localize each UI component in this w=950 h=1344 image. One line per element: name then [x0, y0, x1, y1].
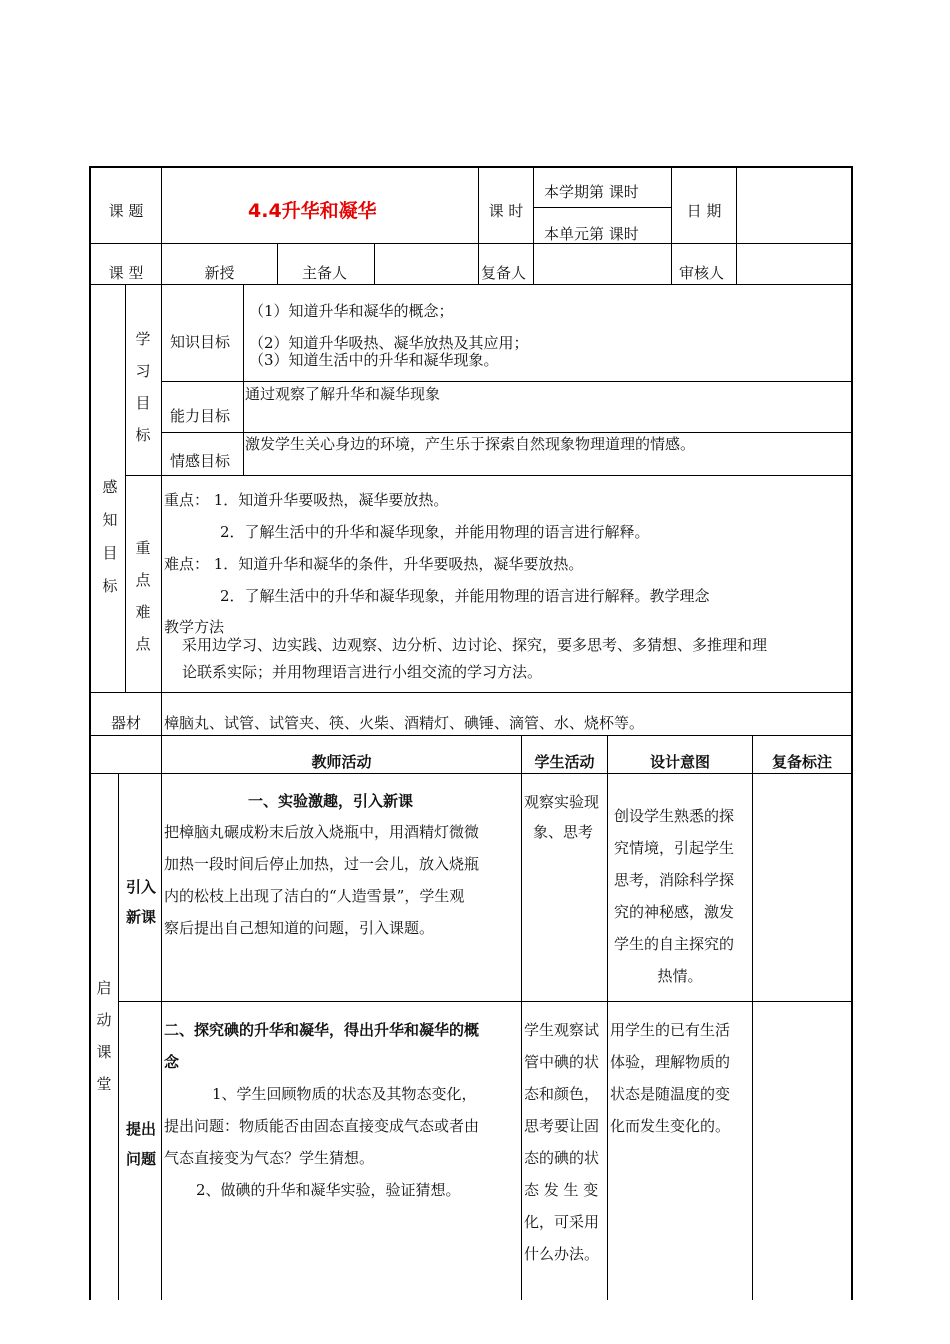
teacher-line: 内的松枝上出现了洁白的“人造雪景”，学生观	[164, 887, 465, 905]
design-line: 究的神秘感，激发	[614, 903, 735, 921]
table-border-right	[851, 166, 853, 1300]
reviewer-label: 审核人	[679, 264, 725, 282]
perception-goals-label: 感知目标	[102, 478, 118, 595]
stage-label: 引入新课	[125, 878, 156, 926]
emotion-goal-label: 情感目标	[170, 452, 231, 470]
design-line: 学生的自主探究的	[614, 935, 735, 953]
knowledge-goal-label: 知识目标	[170, 333, 231, 351]
row-line	[161, 381, 853, 382]
col-line	[607, 735, 608, 1300]
row-line	[533, 207, 672, 208]
teacher-heading: 二、探究碘的升华和凝华，得出升华和凝华的概	[164, 1021, 480, 1039]
student-line: 思考要让固	[524, 1117, 600, 1135]
teacher-line: 察后提出自己想知道的问题，引入课题。	[164, 919, 435, 937]
row-line	[89, 773, 853, 774]
teacher-activity-header: 教师活动	[311, 753, 372, 771]
knowledge-item: （3）知道生活中的升华和凝华现象。	[249, 351, 499, 369]
student-line: 管中碘的状	[524, 1053, 600, 1071]
col-line	[736, 166, 737, 285]
teacher-line: 加热一段时间后停止加热，过一会儿，放入烧瓶	[164, 855, 480, 873]
key-line: 教学方法	[164, 618, 225, 636]
design-line: 究情境，引起学生	[614, 839, 735, 857]
student-line: 态的碘的状	[524, 1149, 600, 1167]
student-line: 态 发 生 变	[524, 1181, 599, 1199]
student-line: 观察实验现	[524, 793, 600, 811]
equipment-text: 樟脑丸、试管、试管夹、筷、火柴、酒精灯、碘锤、滴管、水、烧杯等。	[164, 714, 645, 732]
row-line	[125, 475, 853, 476]
student-line: 什么办法。	[524, 1245, 600, 1263]
lesson-title: 4.4升华和凝华	[248, 200, 377, 222]
row-line	[89, 735, 853, 736]
key-line: 难点： 1．知道升华和凝华的条件，升华要吸热，凝华要放热。	[164, 555, 584, 573]
emotion-goal-text: 激发学生关心身边的环境，产生乐于探索自然现象物理道理的情感。	[245, 435, 696, 453]
table-border-top	[89, 166, 853, 168]
col-line	[374, 243, 375, 285]
teacher-line: 1、学生回顾物质的状态及其物态变化，	[212, 1085, 477, 1103]
ability-goal-text: 通过观察了解升华和凝华现象	[245, 385, 441, 403]
col-line	[161, 284, 162, 476]
study-goals-label: 学习目标	[135, 330, 151, 444]
col-line	[533, 166, 534, 285]
equipment-label: 器材	[110, 714, 141, 732]
student-line: 象、思考	[533, 823, 594, 841]
design-line: 热情。	[657, 967, 703, 985]
teacher-heading: 念	[164, 1053, 180, 1071]
subject-label: 课 题	[108, 202, 144, 220]
knowledge-item: （2）知道升华吸热、凝华放热及其应用；	[249, 334, 529, 352]
type-label: 课 型	[108, 264, 144, 282]
type-value: 新授	[204, 264, 235, 282]
col-line	[125, 284, 126, 693]
key-line: 论联系实际；并用物理语言进行小组交流的学习方法。	[182, 663, 543, 681]
col-line	[521, 735, 522, 1300]
student-line: 学生观察试	[524, 1021, 600, 1039]
knowledge-item: （1）知道升华和凝华的概念；	[249, 302, 454, 320]
date-label: 日 期	[686, 202, 722, 220]
row-line	[89, 692, 853, 693]
row-line	[161, 432, 853, 433]
student-activity-header: 学生活动	[534, 753, 595, 771]
teacher-line: 气态直接变为气态？学生猜想。	[164, 1149, 375, 1167]
design-line: 创设学生熟悉的探	[614, 807, 735, 825]
design-line: 体验，理解物质的	[610, 1053, 731, 1071]
design-line: 用学生的已有生活	[610, 1021, 731, 1039]
stage-label: 提出问题	[125, 1120, 156, 1168]
key-line: 2．了解生活中的升华和凝华现象，并能用物理的语言进行解释。教学理念	[220, 587, 710, 605]
key-line: 重点： 1．知道升华要吸热，凝华要放热。	[164, 491, 449, 509]
student-line: 态和颜色，	[524, 1085, 600, 1103]
row-line	[89, 243, 853, 244]
student-line: 化，可采用	[524, 1213, 600, 1231]
design-intent-header: 设计意图	[649, 753, 710, 771]
key-line: 采用边学习、边实践、边观察、边分析、边讨论、探究，要多思考、多猜想、多推理和理	[182, 636, 768, 654]
col-line	[752, 735, 753, 1300]
col-line	[161, 475, 162, 693]
col-line	[671, 166, 672, 285]
col-line	[277, 243, 278, 285]
design-line: 状态是随温度的变	[610, 1085, 731, 1103]
teacher-line: 提出问题：物质能否由固态直接变成气态或者由	[164, 1117, 480, 1135]
col-line	[243, 284, 244, 476]
key-line: 2．了解生活中的升华和凝华现象，并能用物理的语言进行解释。	[220, 523, 650, 541]
col-line	[161, 735, 162, 1300]
period-unit: 本单元第 课时	[544, 225, 639, 243]
design-line: 化而发生变化的。	[610, 1117, 731, 1135]
teacher-line: 把樟脑丸碾成粉末后放入烧瓶中，用酒精灯微微	[164, 823, 480, 841]
key-points-label: 重点难点	[135, 539, 151, 653]
teacher-heading: 一、实验激趣，引入新课	[248, 792, 414, 810]
main-prep-label: 主备人	[302, 264, 348, 282]
col-line	[118, 773, 119, 1300]
section-label: 启动课堂	[96, 979, 112, 1093]
period-term: 本学期第 课时	[544, 183, 639, 201]
col-line	[478, 166, 479, 285]
row-line	[89, 284, 853, 285]
row-line	[118, 1001, 853, 1002]
period-label: 课 时	[488, 202, 524, 220]
re-prep-label: 复备人	[481, 264, 527, 282]
table-border-left	[89, 166, 91, 1300]
re-note-header: 复备标注	[771, 753, 832, 771]
ability-goal-label: 能力目标	[170, 407, 231, 425]
design-line: 思考，消除科学探	[614, 871, 735, 889]
col-line	[161, 692, 162, 736]
teacher-line: 2、做碘的升华和凝华实验，验证猜想。	[196, 1181, 461, 1199]
